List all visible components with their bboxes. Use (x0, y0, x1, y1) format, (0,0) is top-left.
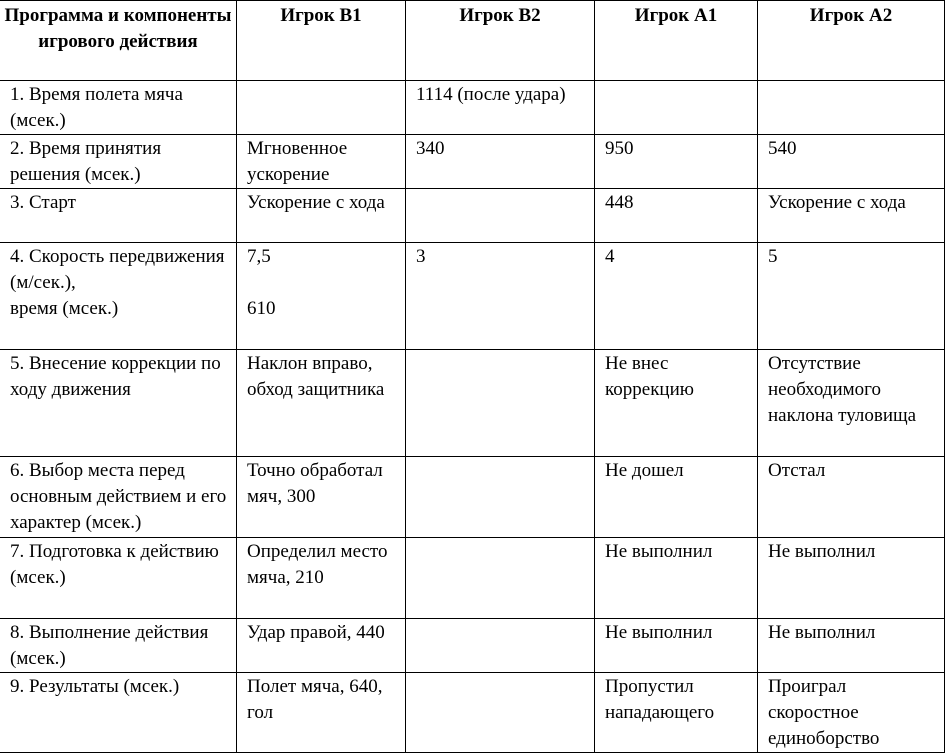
table-row (0, 619, 945, 673)
table-cell: Полет мяча, 640, гол (237, 673, 406, 753)
table-cell: 9. Результаты (мсек.) (0, 673, 237, 753)
table-cell: 540 (758, 135, 945, 189)
table-cell: 1114 (после удара) (406, 81, 595, 135)
table-cell: Не выполнил (595, 619, 758, 673)
header-player-b2: Игрок В2 (406, 1, 595, 81)
table-cell (0, 243, 237, 350)
header-player-a1: Игрок А1 (595, 1, 758, 81)
table-cell (406, 189, 595, 243)
table-cell: 5 (758, 243, 945, 350)
table-cell: 8. Выполнение действия (мсек.) (0, 619, 237, 673)
table-cell: 1. Время полета мяча (мсек.) (0, 81, 237, 135)
table-cell: Проиграл скоростное единоборство (758, 673, 945, 753)
table-row (0, 538, 945, 619)
table-row (0, 189, 945, 243)
cell-line: время (мсек.) (10, 298, 119, 319)
cell-line: 4. Скорость передвижения (м/сек.), (10, 246, 225, 293)
table-cell: Не выполнил (758, 538, 945, 619)
table-cell (237, 243, 406, 350)
table-cell (406, 673, 595, 753)
table-cell: Не дошел (595, 457, 758, 538)
table-cell: Отстал (758, 457, 945, 538)
table-cell: 2. Время принятия решения (мсек.) (0, 135, 237, 189)
table-cell (406, 457, 595, 538)
table-cell: 7. Подготовка к действию (мсек.) (0, 538, 237, 619)
cell-line: 610 (247, 298, 276, 319)
cell-line: 7,5 (247, 246, 271, 267)
header-player-b1: Игрок В1 (237, 1, 406, 81)
table-cell: Определил место мяча, 210 (237, 538, 406, 619)
table-row (0, 457, 945, 538)
table-cell: 340 (406, 135, 595, 189)
header-program: Программа и компоненты игрового действия (0, 1, 237, 81)
table-cell: Удар правой, 440 (237, 619, 406, 673)
table-cell (237, 81, 406, 135)
table-cell: Не выполнил (595, 538, 758, 619)
table-cell: Точно обработал мяч, 300 (237, 457, 406, 538)
table-row (0, 81, 945, 135)
header-player-a2: Игрок А2 (758, 1, 945, 81)
table-cell: Не внес коррекцию (595, 350, 758, 457)
table-cell (406, 350, 595, 457)
table-cell: Наклон вправо, обход защитника (237, 350, 406, 457)
table-cell: Отсутствие необходимого наклона туловища (758, 350, 945, 457)
table-header-row (0, 1, 945, 81)
table-row (0, 243, 945, 350)
table-cell: Не выполнил (758, 619, 945, 673)
table-cell: 448 (595, 189, 758, 243)
table-cell (758, 81, 945, 135)
table-cell (406, 619, 595, 673)
table-cell: 4 (595, 243, 758, 350)
table-cell: 950 (595, 135, 758, 189)
table-row (0, 350, 945, 457)
table-cell: Ускорение с хода (237, 189, 406, 243)
table-cell: 5. Внесение коррекции по ходу движения (0, 350, 237, 457)
table-cell: 6. Выбор места перед основным действием и его характер (мсек.) (0, 457, 237, 538)
table-cell (595, 81, 758, 135)
table-row (0, 135, 945, 189)
table-cell: 3. Старт (0, 189, 237, 243)
table-row (0, 673, 945, 753)
table-cell: Мгновенное ускорение (237, 135, 406, 189)
table-cell: Ускорение с хода (758, 189, 945, 243)
table-cell: Пропустил нападающего (595, 673, 758, 753)
table-cell: 3 (406, 243, 595, 350)
table-cell (406, 538, 595, 619)
